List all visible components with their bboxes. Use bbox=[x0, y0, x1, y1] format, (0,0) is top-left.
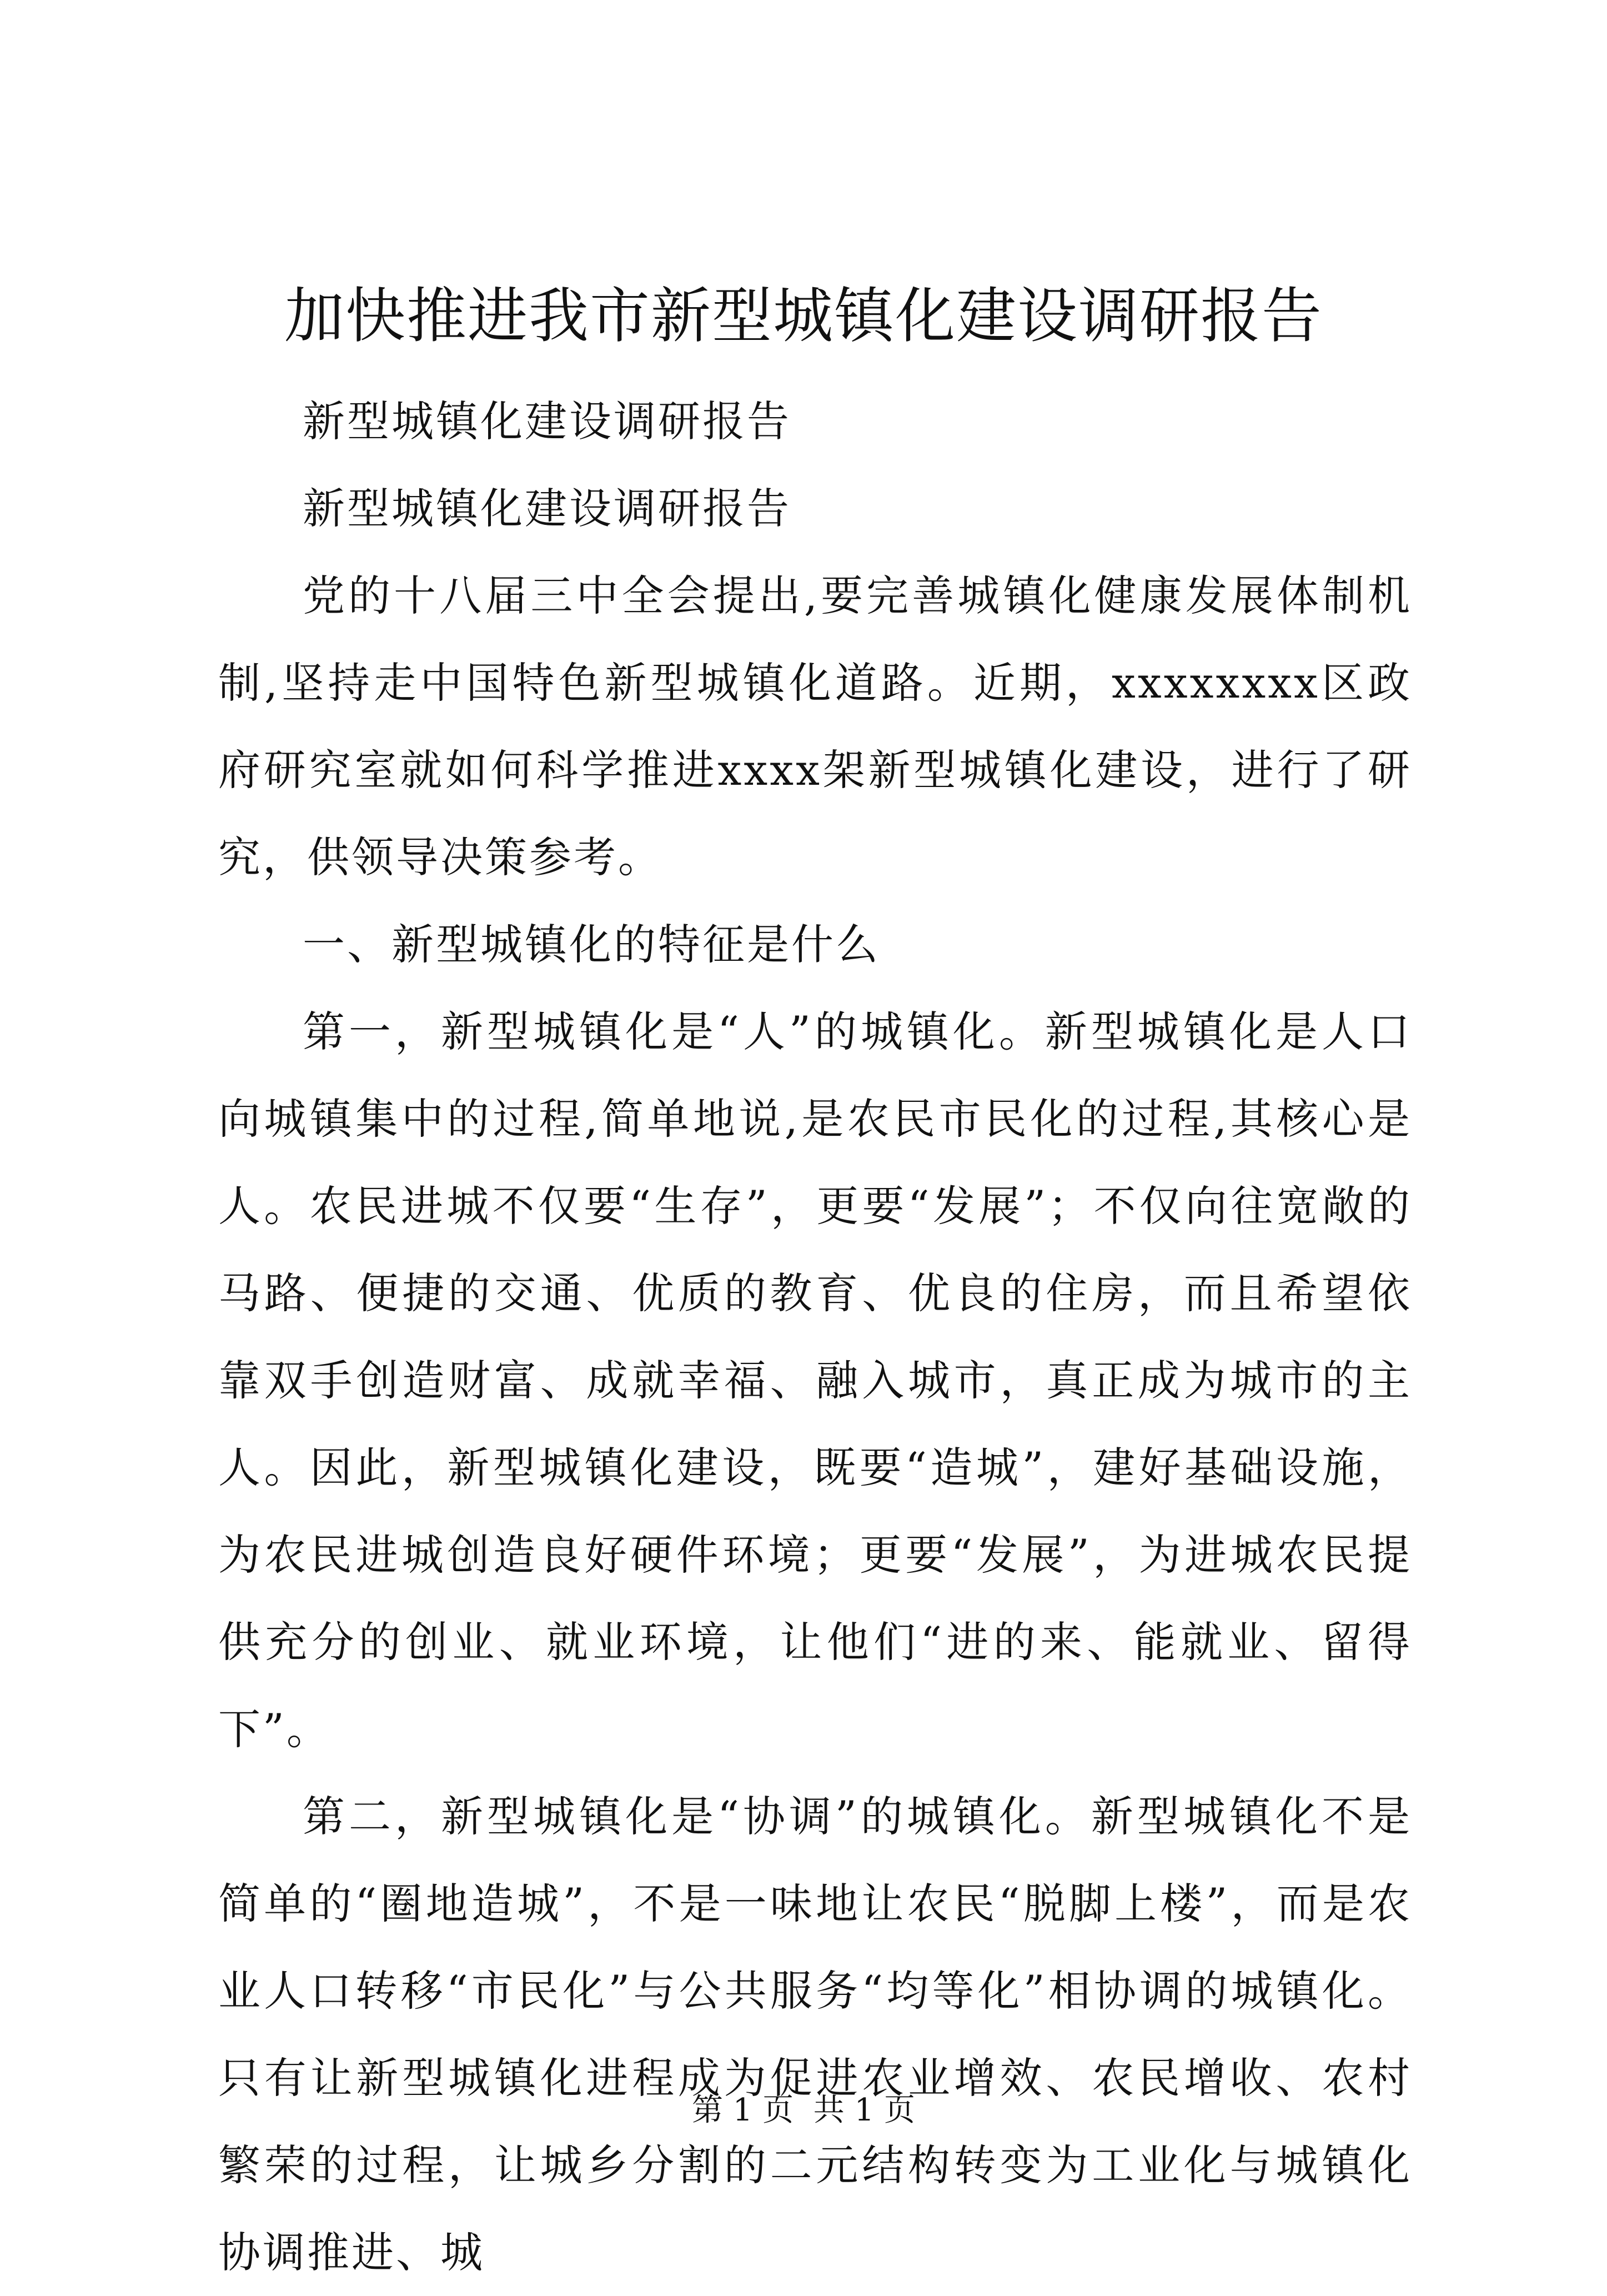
paragraph-point-2: 第二，新型城镇化是“协调”的城镇化。新型城镇化不是简单的“圈地造城”，不是一味地让农民“脱脚上楼”，而是农业人口转移“市民化”与公共服务“均等化”相协调的城镇化。只有让新型城镇化进程成为促进农业增效、农民增收、农村繁荣的过程，让城乡分割的二元结构转变为工业化与城镇化协调推进、城 bbox=[218, 1792, 1412, 2277]
paragraph-point-1: 第一，新型城镇化是“人”的城镇化。新型城镇化是人口向城镇集中的过程,简单地说,是农民市民化的过程,其核心是人。农民进城不仅要“生存”，更要“发展”；不仅向往宽敞的马路、便捷的交通、优质的教育、优良的住房，而且希望依靠双手创造财富、成就幸福、融入城市，真正成为城市的主人。因此，新型城镇化建设，既要“造城”，建好基础设施，为农民进城创造良好硬件环境；更要“发展”，为进城农民提供充分的创业、就业环境，让他们“进的来、能就业、留得下”。 bbox=[218, 1007, 1412, 1754]
page-number: 第 1 页 共 1 页 bbox=[691, 2092, 916, 2128]
section-heading-1: 一、新型城镇化的特征是什么 bbox=[303, 920, 880, 969]
paragraph-subtitle-2: 新型城镇化建设调研报告 bbox=[303, 484, 791, 533]
document-body bbox=[218, 378, 1412, 2296]
paragraph-subtitle-1: 新型城镇化建设调研报告 bbox=[303, 397, 791, 446]
document-title: 加快推进我市新型城镇化建设调研报告 bbox=[284, 282, 1323, 351]
page-footer bbox=[0, 2091, 1607, 2130]
paragraph-intro: 党的十八届三中全会提出,要完善城镇化健康发展体制机制,坚持走中国特色新型城镇化道路。近期，xxxxxxxx区政府研究室就如何科学推进xxxx架新型城镇化建设，进行了研究，供领导决策参考。 bbox=[218, 571, 1412, 882]
